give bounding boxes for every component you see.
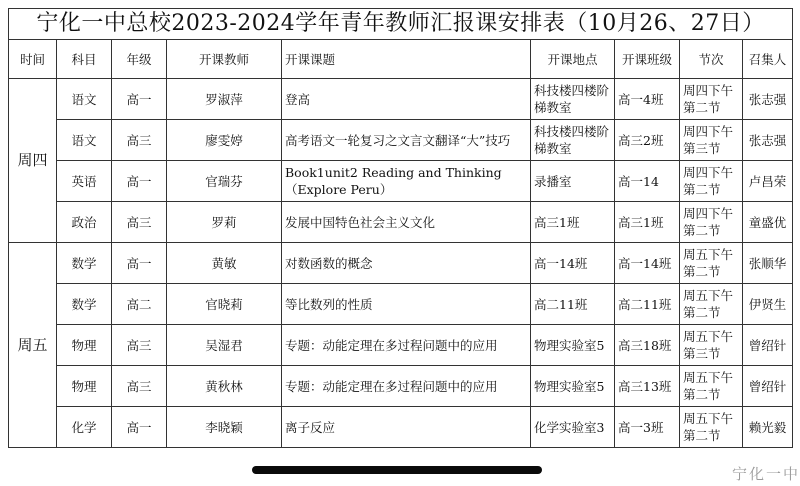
- cell-grade: 高一: [112, 243, 167, 284]
- cell-period: 周四下午第二节: [680, 79, 743, 120]
- watermark: 宁化一中: [731, 465, 800, 483]
- cell-class: 高一14班: [615, 243, 680, 284]
- cell-period: 周五下午第二节: [680, 243, 743, 284]
- cell-topic: 发展中国特色社会主义文化: [282, 202, 531, 243]
- header-period: 节次: [680, 40, 743, 79]
- header-location: 开课地点: [531, 40, 615, 79]
- cell-topic: 高考语文一轮复习之文言文翻译“大”技巧: [282, 120, 531, 161]
- cell-location: 高二11班: [531, 284, 615, 325]
- table-row: [9, 284, 793, 325]
- cell-topic: Book1unit2 Reading and Thinking （Explore Peru）: [282, 161, 531, 202]
- cell-class: 高三2班: [615, 120, 680, 161]
- cell-subject: 数学: [57, 243, 112, 284]
- cell-teacher: 官晓莉: [167, 284, 282, 325]
- cell-subject: 物理: [57, 366, 112, 407]
- cell-location: 科技楼四楼阶梯教室: [531, 120, 615, 161]
- header-time: 时间: [9, 40, 57, 79]
- cell-subject: 政治: [57, 202, 112, 243]
- table-row: [9, 407, 793, 448]
- cell-grade: 高一: [112, 161, 167, 202]
- cell-period: 周四下午第二节: [680, 202, 743, 243]
- cell-location: 科技楼四楼阶梯教室: [531, 79, 615, 120]
- cell-topic: 专题：动能定理在多过程问题中的应用: [282, 325, 531, 366]
- cell-convener: 卢昌荣: [743, 161, 793, 202]
- header-subject: 科目: [57, 40, 112, 79]
- cell-location: 物理实验室5: [531, 366, 615, 407]
- cell-class: 高三13班: [615, 366, 680, 407]
- cell-teacher: 黄敏: [167, 243, 282, 284]
- header-row: [9, 40, 793, 79]
- cell-topic: 专题：动能定理在多过程问题中的应用: [282, 366, 531, 407]
- cell-topic: 登高: [282, 79, 531, 120]
- cell-class: 高一4班: [615, 79, 680, 120]
- cell-topic: 离子反应: [282, 407, 531, 448]
- header-topic: 开课课题: [282, 40, 531, 79]
- cell-convener: 张志强: [743, 120, 793, 161]
- cell-topic: 对数函数的概念: [282, 243, 531, 284]
- cell-subject: 物理: [57, 325, 112, 366]
- cell-period: 周五下午第二节: [680, 284, 743, 325]
- cell-grade: 高二: [112, 284, 167, 325]
- cell-teacher: 罗淑萍: [167, 79, 282, 120]
- table-row: [9, 79, 793, 120]
- header-teacher: 开课教师: [167, 40, 282, 79]
- cell-convener: 曾绍针: [743, 366, 793, 407]
- cell-teacher: 廖雯婷: [167, 120, 282, 161]
- cell-teacher: 罗莉: [167, 202, 282, 243]
- cell-topic: 等比数列的性质: [282, 284, 531, 325]
- table-row: [9, 325, 793, 366]
- cell-grade: 高三: [112, 325, 167, 366]
- cell-subject: 化学: [57, 407, 112, 448]
- cell-convener: 伊贤生: [743, 284, 793, 325]
- header-class: 开课班级: [615, 40, 680, 79]
- table-row: [9, 366, 793, 407]
- cell-location: 物理实验室5: [531, 325, 615, 366]
- cell-location: 高三1班: [531, 202, 615, 243]
- cell-teacher: 李晓颖: [167, 407, 282, 448]
- cell-class: 高一3班: [615, 407, 680, 448]
- schedule-sheet: [8, 8, 792, 456]
- cell-location: 录播室: [531, 161, 615, 202]
- cell-location: 高一14班: [531, 243, 615, 284]
- day-cell-friday: 周五: [9, 243, 57, 448]
- header-convener: 召集人: [743, 40, 793, 79]
- cell-period: 周四下午第三节: [680, 120, 743, 161]
- cell-period: 周五下午第三节: [680, 325, 743, 366]
- cell-convener: 童盛优: [743, 202, 793, 243]
- cell-class: 高二11班: [615, 284, 680, 325]
- cell-convener: 张志强: [743, 79, 793, 120]
- cell-class: 高三18班: [615, 325, 680, 366]
- header-grade: 年级: [112, 40, 167, 79]
- table-row: [9, 161, 793, 202]
- cell-convener: 赖光毅: [743, 407, 793, 448]
- cell-period: 周五下午第二节: [680, 366, 743, 407]
- cell-convener: 张顺华: [743, 243, 793, 284]
- cell-grade: 高三: [112, 366, 167, 407]
- schedule-table: [8, 8, 793, 448]
- cell-grade: 高三: [112, 120, 167, 161]
- cell-subject: 语文: [57, 120, 112, 161]
- cell-grade: 高一: [112, 407, 167, 448]
- table-title: 宁化一中总校2023-2024学年青年教师汇报课安排表（10月26、27日）: [9, 9, 793, 40]
- home-indicator[interactable]: [252, 466, 542, 474]
- cell-teacher: 官瑞芬: [167, 161, 282, 202]
- cell-grade: 高三: [112, 202, 167, 243]
- cell-subject: 英语: [57, 161, 112, 202]
- cell-class: 高一14: [615, 161, 680, 202]
- cell-subject: 数学: [57, 284, 112, 325]
- cell-period: 周五下午第二节: [680, 407, 743, 448]
- table-row: [9, 243, 793, 284]
- table-row: [9, 120, 793, 161]
- cell-class: 高三1班: [615, 202, 680, 243]
- cell-convener: 曾绍针: [743, 325, 793, 366]
- table-row: [9, 202, 793, 243]
- cell-teacher: 黄秋林: [167, 366, 282, 407]
- cell-location: 化学实验室3: [531, 407, 615, 448]
- day-cell-thursday: 周四: [9, 79, 57, 243]
- cell-subject: 语文: [57, 79, 112, 120]
- cell-grade: 高一: [112, 79, 167, 120]
- cell-teacher: 吴湿君: [167, 325, 282, 366]
- cell-period: 周四下午第二节: [680, 161, 743, 202]
